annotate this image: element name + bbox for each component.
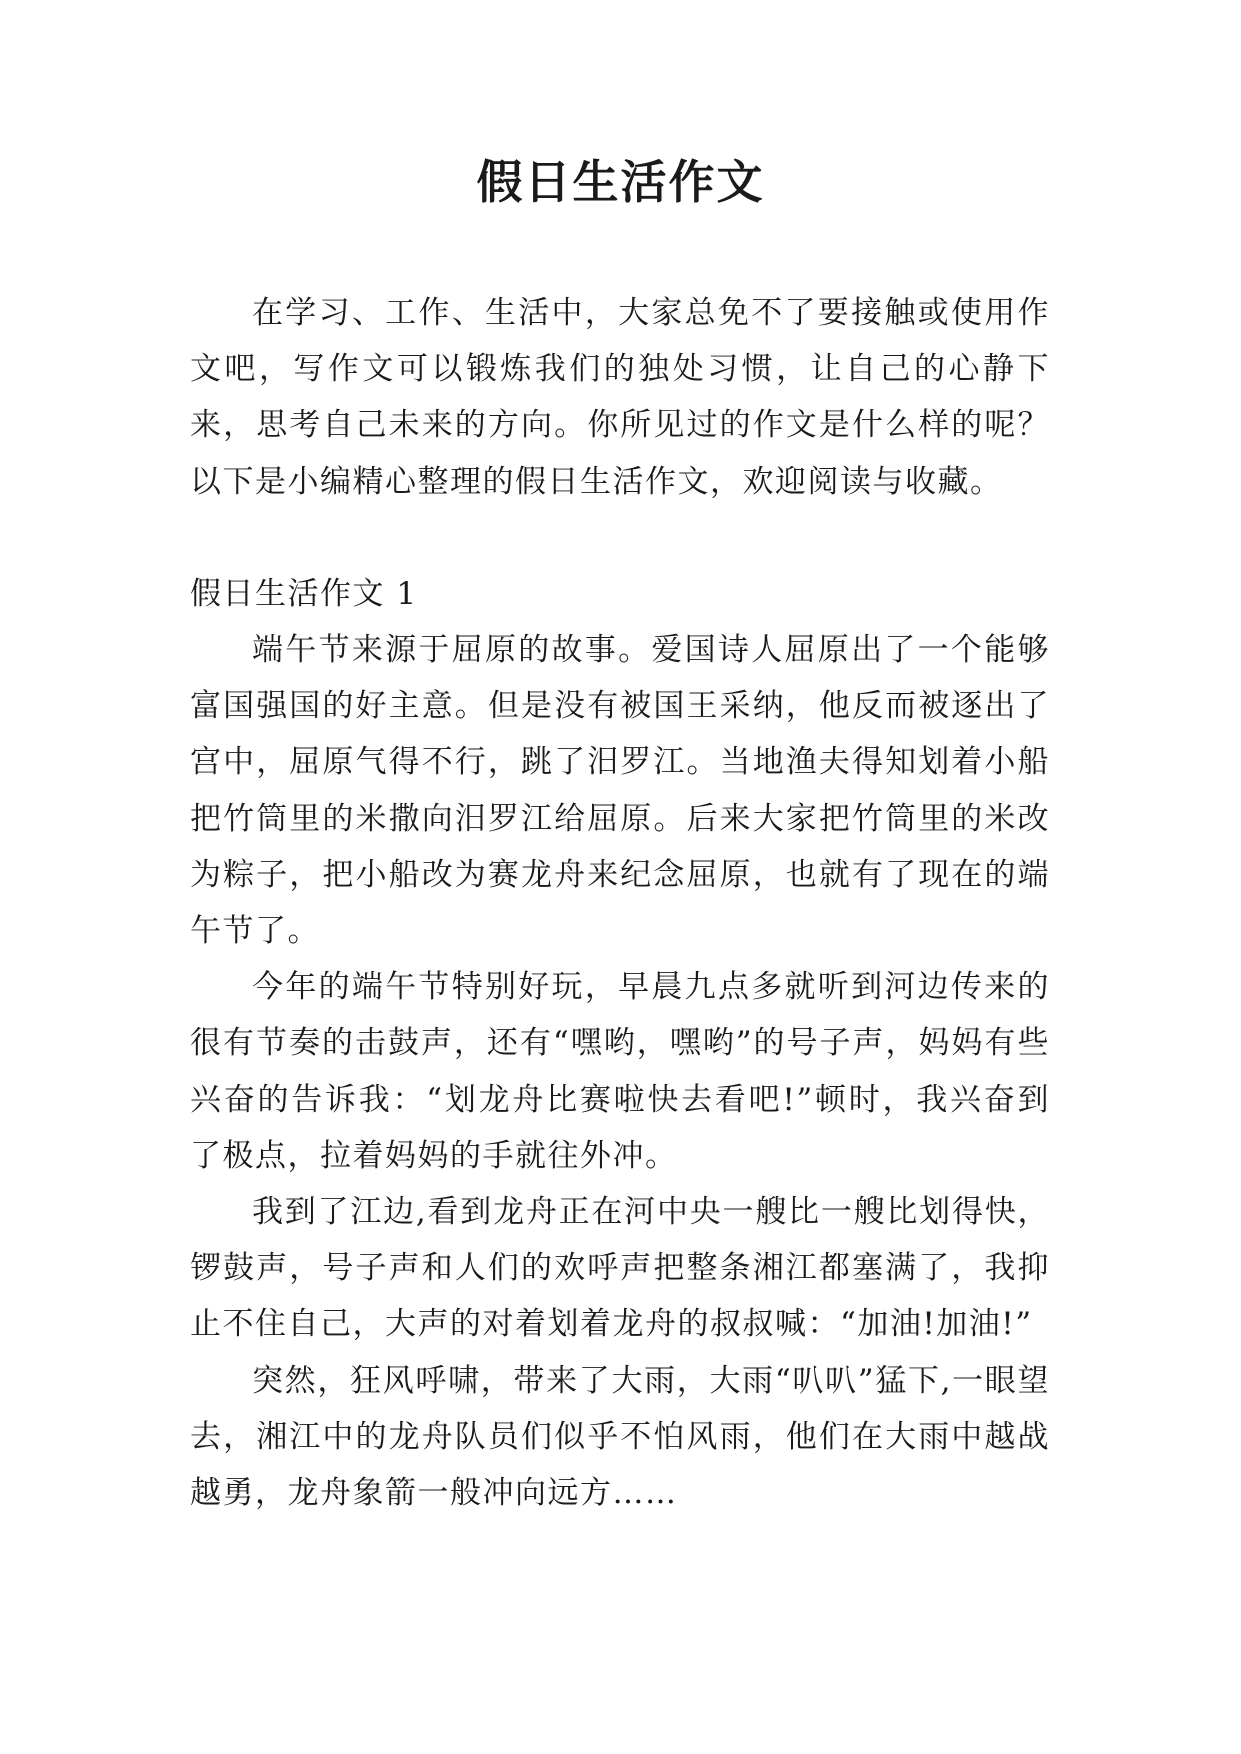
body-paragraph: 今年的端午节特别好玩，早晨九点多就听到河边传来的很有节奏的击鼓声，还有“嘿哟，嘿哟”的号子声，妈妈有些兴奋的告诉我：“划龙舟比赛啦快去看吧!”顿时，我兴奋到了极点，拉着妈妈的手就往外冲。 <box>190 969 1050 1174</box>
body-paragraph: 我到了江边,看到龙舟正在河中央一艘比一艘比划得快，锣鼓声，号子声和人们的欢呼声把整条湘江都塞满了，我抑止不住自己，大声的对着划着龙舟的叔叔喊：“加油!加油!” <box>190 1194 1050 1343</box>
section-heading: 假日生活作文 1 <box>190 575 418 612</box>
document-body <box>190 285 1050 1521</box>
document-title: 假日生活作文 <box>476 155 765 209</box>
body-paragraph: 端午节来源于屈原的故事。爱国诗人屈原出了一个能够富国强国的好主意。但是没有被国王采纳，他反而被逐出了宫中，屈原气得不行，跳了汨罗江。当地渔夫得知划着小船把竹筒里的米撒向汨罗江给屈原。后来大家把竹筒里的米改为粽子，把小船改为赛龙舟来纪念屈原，也就有了现在的端午节了。 <box>190 632 1050 950</box>
body-paragraph: 突然，狂风呼啸，带来了大雨，大雨“叭叭”猛下,一眼望去，湘江中的龙舟队员们似乎不怕风雨，他们在大雨中越战越勇，龙舟象箭一般冲向远方…… <box>190 1362 1050 1512</box>
intro-paragraph: 在学习、工作、生活中，大家总免不了要接触或使用作文吧，写作文可以锻炼我们的独处习惯，让自己的心静下来，思考自己未来的方向。你所见过的作文是什么样的呢？以下是小编精心整理的假日生活作文，欢迎阅读与收藏。 <box>190 295 1050 500</box>
